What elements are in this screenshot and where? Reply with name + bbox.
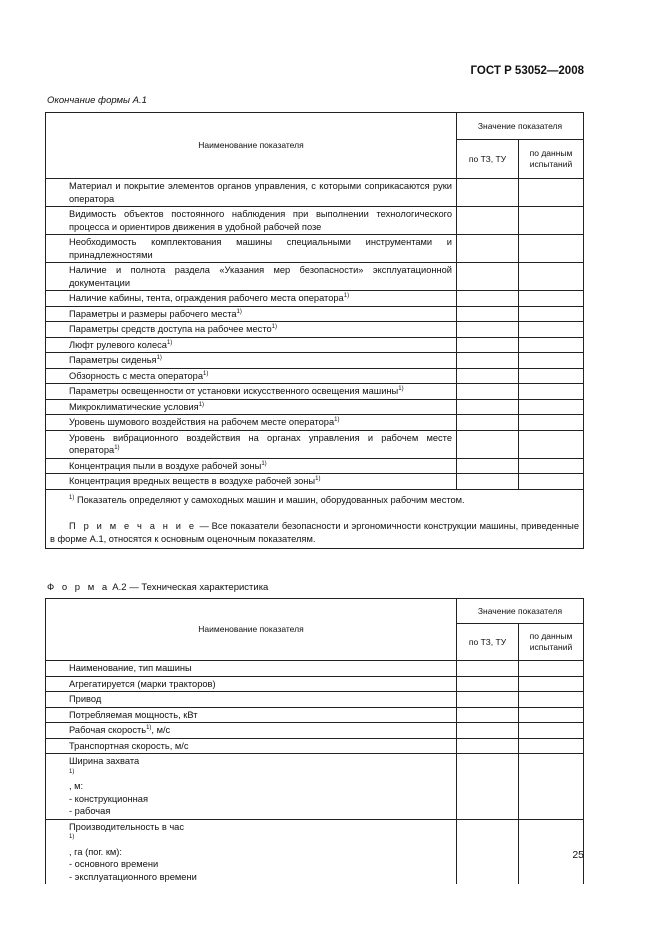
spec-value-cell (457, 458, 519, 474)
spec-value-cell (457, 399, 519, 415)
form-a2-table (45, 598, 584, 884)
spec-value-cell (457, 322, 519, 338)
table-row (46, 179, 584, 207)
form-a2-caption: Ф о р м а А.2 — Техническая характеристика (47, 582, 269, 593)
test-value-cell (519, 179, 584, 207)
indicator-name: Транспортная скорость, м/с (46, 738, 457, 754)
table-row (46, 692, 584, 708)
table-notes (46, 489, 584, 549)
spec-value-cell (457, 430, 519, 458)
indicator-name: Производительность в час $^{1)}$ , га (пог. км): - основного времени - эксплуатационного времени (46, 819, 457, 884)
table-row (46, 235, 584, 263)
table-note: П р и м е ч а н и е — Все показатели безопасности и эргономичности конструкции машины, приведенные в форме А.1, относятся к основным оценочным показателям. (50, 521, 580, 544)
test-value-cell (519, 474, 584, 490)
indicator-name: Видимость объектов постоянного наблюдения при выполнении технологического процесса и ориентиров движения в удобной рабочей позе (46, 207, 457, 235)
table-row (46, 430, 584, 458)
table-row (46, 723, 584, 739)
header-value-group: Значение показателя (457, 113, 584, 140)
indicator-name: Концентрация вредных веществ в воздухе рабочей зоны$^{1)}$ (46, 474, 457, 490)
test-value-cell (519, 430, 584, 458)
page-number: 25 (572, 849, 584, 861)
table-row (46, 306, 584, 322)
indicator-name: Ширина захвата $^{1)}$ , м: - конструкционная - рабочая (46, 754, 457, 820)
indicator-name: Потребляемая мощность, кВт (46, 707, 457, 723)
spec-value-cell (457, 291, 519, 307)
indicator-name: Материал и покрытие элементов органов управления, с которыми соприкасаются руки оператора (46, 179, 457, 207)
table-row (46, 676, 584, 692)
spec-value-cell (457, 306, 519, 322)
table-row (46, 474, 584, 490)
spec-value-cell (457, 337, 519, 353)
table-row (46, 322, 584, 338)
spec-value-cell (457, 754, 519, 820)
indicator-name: Параметры сиденья$^{1)}$ (46, 353, 457, 369)
header-spec-column: по ТЗ, ТУ (457, 140, 519, 179)
table-row (46, 415, 584, 431)
table-row (46, 738, 584, 754)
test-value-cell (519, 707, 584, 723)
header-value-group: Значение показателя (457, 599, 584, 624)
indicator-name: Люфт рулевого колеса$^{1)}$ (46, 337, 457, 353)
spec-value-cell (457, 707, 519, 723)
test-value-cell (519, 384, 584, 400)
table-row (46, 263, 584, 291)
indicator-name: Привод (46, 692, 457, 708)
header-spec-column: по ТЗ, ТУ (457, 624, 519, 661)
spec-value-cell (457, 692, 519, 708)
document-number: ГОСТ Р 53052—2008 (470, 65, 584, 77)
spec-value-cell (457, 676, 519, 692)
test-value-cell (519, 322, 584, 338)
test-value-cell (519, 235, 584, 263)
test-value-cell (519, 415, 584, 431)
indicator-name: Уровень шумового воздействия на рабочем месте оператора$^{1)}$ (46, 415, 457, 431)
header-indicator-name: Наименование показателя (46, 599, 457, 661)
form-a1-caption: Окончание формы А.1 (47, 95, 147, 106)
indicator-name: Параметры освещенности от установки искусственного освещения машины$^{1)}$ (46, 384, 457, 400)
indicator-name: Параметры средств доступа на рабочее место$^{1)}$ (46, 322, 457, 338)
test-value-cell (519, 661, 584, 677)
spec-value-cell (457, 235, 519, 263)
indicator-name: Рабочая скорость$^{1)}$, м/с (46, 723, 457, 739)
test-value-cell (519, 754, 584, 820)
spec-value-cell (457, 368, 519, 384)
test-value-cell (519, 291, 584, 307)
spec-value-cell (457, 723, 519, 739)
test-value-cell (519, 263, 584, 291)
test-value-cell (519, 723, 584, 739)
table-row (46, 291, 584, 307)
spec-value-cell (457, 738, 519, 754)
form-a1-table (45, 112, 584, 549)
indicator-name: Уровень вибрационного воздействия на органах управления и рабочем месте оператора$^{1)}$ (46, 430, 457, 458)
table-row (46, 384, 584, 400)
spec-value-cell (457, 353, 519, 369)
indicator-name: Наличие и полнота раздела «Указания мер безопасности» эксплуатационной документации (46, 263, 457, 291)
test-value-cell (519, 676, 584, 692)
table-row (46, 207, 584, 235)
test-value-cell (519, 353, 584, 369)
indicator-name: Наименование, тип машины (46, 661, 457, 677)
test-value-cell (519, 458, 584, 474)
test-value-cell (519, 207, 584, 235)
table-row (46, 707, 584, 723)
indicator-name: Агрегатируется (марки тракторов) (46, 676, 457, 692)
table-row-performance (46, 819, 584, 884)
header-test-column: по данным испытаний (519, 624, 584, 661)
indicator-name: Микроклиматические условия$^{1)}$ (46, 399, 457, 415)
test-value-cell (519, 337, 584, 353)
test-value-cell (519, 368, 584, 384)
indicator-name: Наличие кабины, тента, ограждения рабочего места оператора$^{1)}$ (46, 291, 457, 307)
spec-value-cell (457, 819, 519, 884)
test-value-cell (519, 399, 584, 415)
spec-value-cell (457, 207, 519, 235)
indicator-name: Необходимость комплектования машины специальными инструментами и принадлежностями (46, 235, 457, 263)
test-value-cell (519, 306, 584, 322)
header-indicator-name: Наименование показателя (46, 113, 457, 179)
table-row (46, 337, 584, 353)
table-row (46, 661, 584, 677)
indicator-name: Концентрация пыли в воздухе рабочей зоны$^{1)}$ (46, 458, 457, 474)
test-value-cell (519, 738, 584, 754)
table-row (46, 399, 584, 415)
table-row-width (46, 754, 584, 820)
spec-value-cell (457, 474, 519, 490)
test-value-cell (519, 692, 584, 708)
indicator-name: Обзорность с места оператора$^{1)}$ (46, 368, 457, 384)
spec-value-cell (457, 179, 519, 207)
table-row (46, 353, 584, 369)
spec-value-cell (457, 263, 519, 291)
spec-value-cell (457, 661, 519, 677)
table-row (46, 458, 584, 474)
table-row (46, 368, 584, 384)
header-test-column: по данным испытаний (519, 140, 584, 179)
spec-value-cell (457, 415, 519, 431)
footnote: $^{1)}$ Показатель определяют у самоходных машин и машин, оборудованных рабочим местом. (69, 494, 465, 505)
spec-value-cell (457, 384, 519, 400)
indicator-name: Параметры и размеры рабочего места$^{1)}$ (46, 306, 457, 322)
